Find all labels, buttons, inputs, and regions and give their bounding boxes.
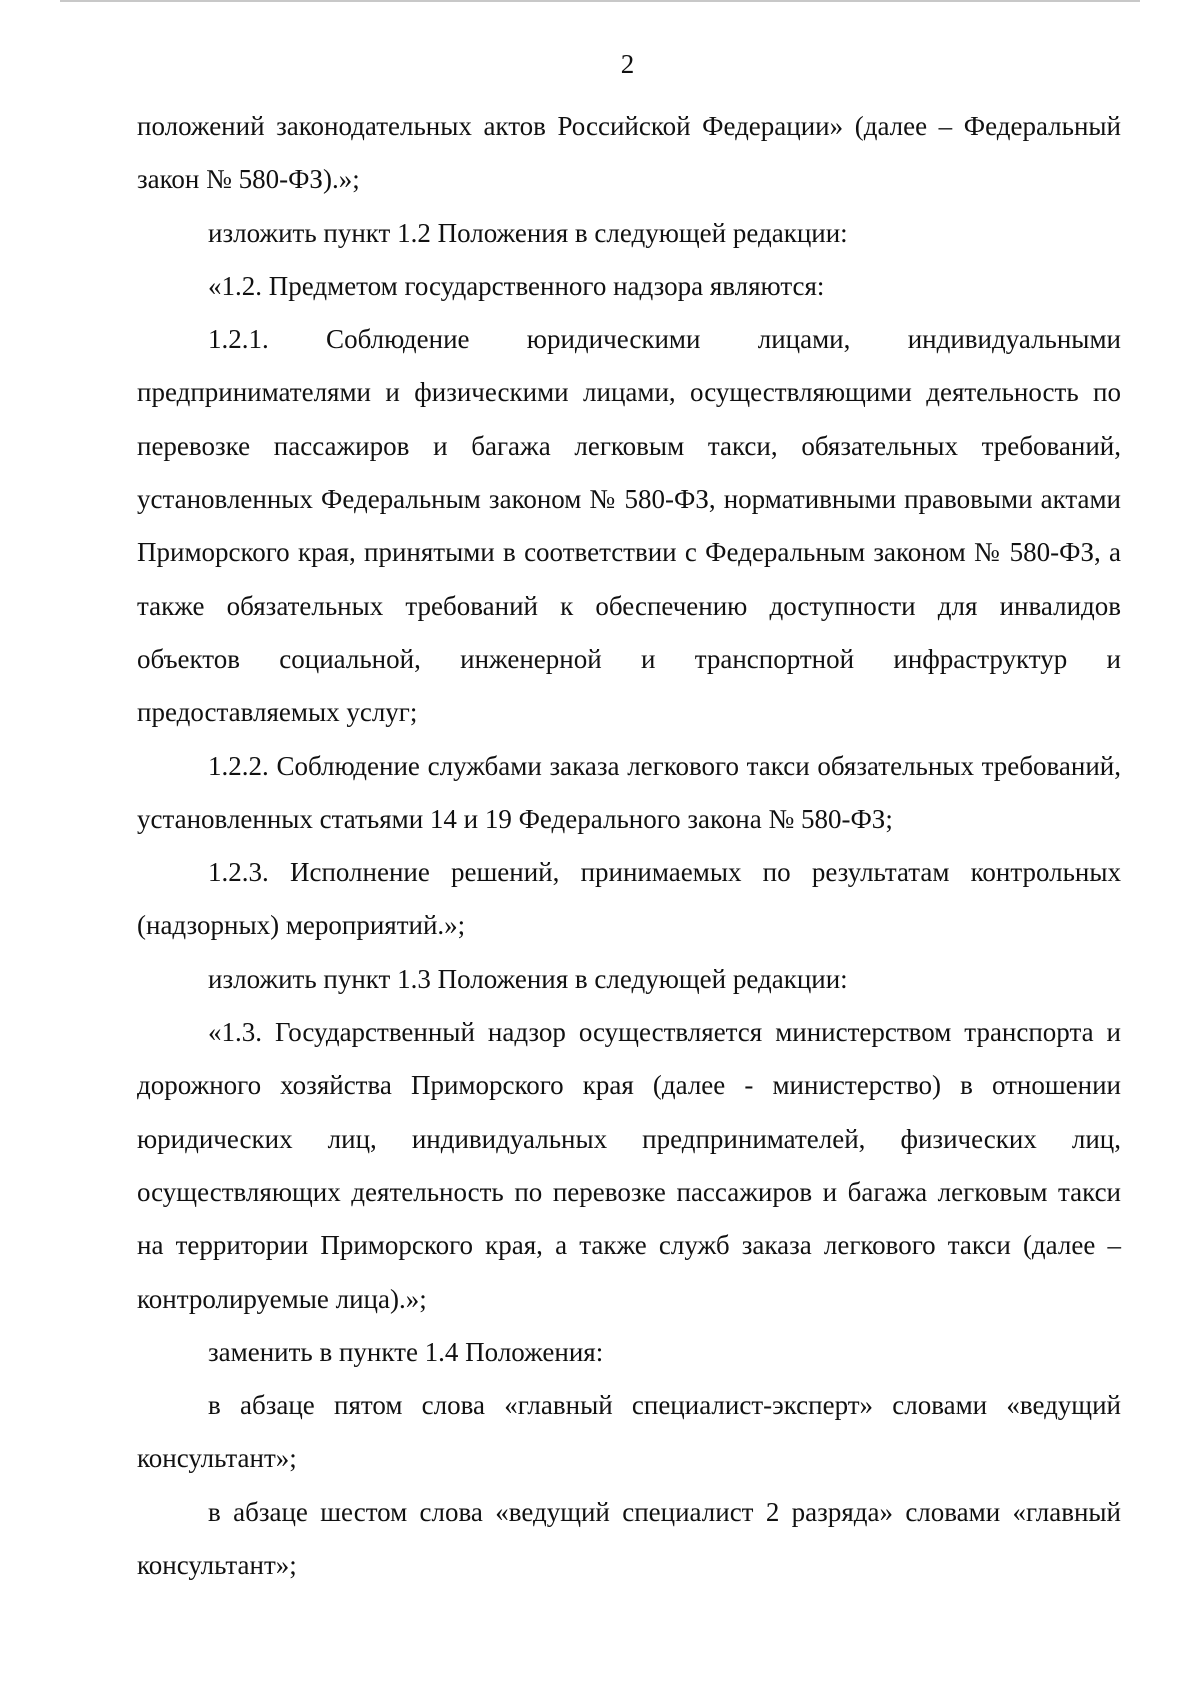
- paragraph-1-2-1: 1.2.1. Соблюдение юридическими лицами, индивидуальными предпринимателями и физическими лицами, осуществляющими деятельность по перевозке пассажиров и багажа легковым такси, обязательных требований, установленных Федеральным законом № 580-ФЗ, нормативными правовыми актами Приморского края, принятыми в соответствии с Федеральным законом № 580-ФЗ, а также обязательных требований к обеспечению доступности для инвалидов объектов социальной, инженерной и транспортной инфраструктур и предоставляемых услуг;: [137, 324, 1121, 728]
- paragraph-1-2: «1.2. Предметом государственного надзора являются:: [208, 270, 825, 301]
- paragraph-1-2-2: 1.2.2. Соблюдение службами заказа легкового такси обязательных требований, установленных статьями 14 и 19 Федерального закона № 580-ФЗ;: [137, 750, 1121, 834]
- page-number: 2: [620, 49, 635, 79]
- paragraph-1-3: «1.3. Государственный надзор осуществляется министерством транспорта и дорожного хозяйства Приморского края (далее - министерство) в отношении юридических лиц, индивидуальных предпринимателей, физических лиц, осуществляющих деятельность по перевозке пассажиров и багажа легковым такси на территории Приморского края, а также служб заказа легкового такси (далее – контролируемые лица).»;: [137, 1017, 1121, 1314]
- paragraph-continuation: положений законодательных актов Российской Федерации» (далее – Федеральный закон № 580-ФЗ).»;: [137, 111, 1121, 195]
- paragraph-amend-1-4: заменить в пункте 1.4 Положения:: [208, 1336, 604, 1367]
- document-body: [137, 100, 1121, 1592]
- paragraph-amend-1-3: изложить пункт 1.3 Положения в следующей редакции:: [208, 963, 848, 994]
- paragraph-abzac-6: в абзаце шестом слова «ведущий специалист 2 разряда» словами «главный консультант»;: [137, 1496, 1121, 1581]
- paragraph-abzac-5: в абзаце пятом слова «главный специалист-эксперт» словами «ведущий консультант»;: [137, 1390, 1121, 1474]
- paragraph-amend-1-2: изложить пункт 1.2 Положения в следующей редакции:: [208, 217, 848, 248]
- scan-top-edge: [60, 0, 1140, 2]
- paragraph-1-2-3: 1.2.3. Исполнение решений, принимаемых по результатам контрольных (надзорных) мероприятий.»;: [137, 857, 1121, 941]
